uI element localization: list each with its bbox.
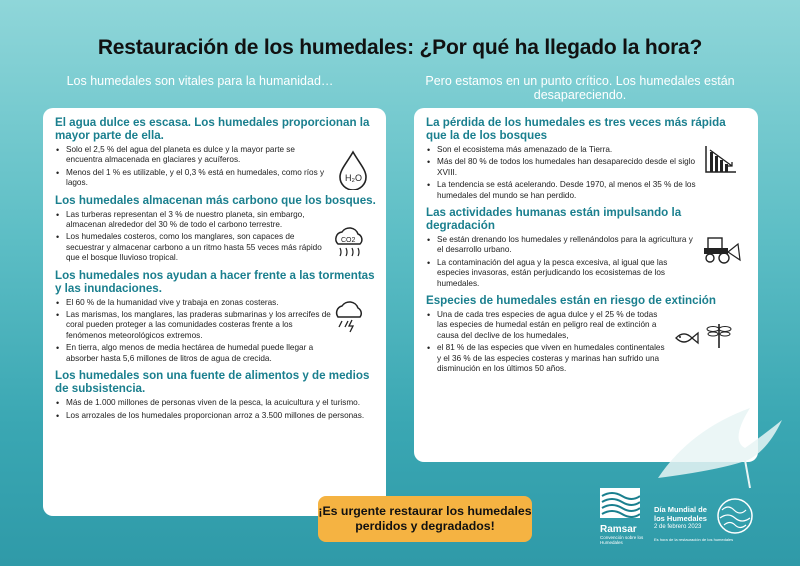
section-heading: Los humedales almacenan más carbono que los bosques. (55, 193, 376, 207)
dragonfly-icon (706, 320, 732, 350)
section-carbon (55, 194, 376, 264)
section-heading: El agua dulce es escasa. Los humedales proporcionan la mayor parte de ella. (55, 116, 370, 142)
water-drop-h2o-icon (336, 150, 370, 190)
list-item: • Los arrozales de los humedales proporcionan arroz a 3.500 millones de personas. (66, 411, 376, 421)
wwd-date: 2 de febrero 2023 (654, 524, 702, 530)
co2-cloud-icon (330, 226, 368, 262)
storm-cloud-icon (332, 299, 368, 333)
section-heading: Las actividades humanas están impulsando la degradación (426, 206, 682, 233)
list-item: • Las marismas, los manglares, las praderas submarinas y los arrecifes de coral pueden proteger a las comunidades costeras frente a los fenómenos meteorológicos extremos. (66, 310, 332, 341)
fish-icon (674, 328, 700, 348)
section-storms (55, 269, 376, 364)
list-item: • Una de cada tres especies de agua dulce y el 25 % de todas las especies de humedal están en peligro real de extinción a causa del declive de los humedales, (437, 310, 668, 341)
page-title: Restauración de los humedales: ¿Por qué ha llegado la hora? (97, 36, 703, 59)
wwd-line1: Día Mundial de (654, 505, 707, 514)
list-item: • el 81 % de las especies que viven en humedales continentales y el 36 % de las especies costeras y marinas han sufrido una disminución en los últimos 50 años. (437, 343, 668, 374)
section-species (426, 294, 748, 374)
list-item: • Solo el 2,5 % del agua del planeta es dulce y la mayor parte se encuentra almacenada en glaciares y acuíferos. (66, 145, 326, 166)
list-item: • El 60 % de la humanidad vive y trabaja en zonas costeras. (66, 298, 332, 308)
declining-chart-icon (704, 144, 738, 174)
list-item: • Menos del 1 % es utilizable, y el 0,3 % está en humedales, como ríos y lagos. (66, 168, 326, 189)
list-item: • Son el ecosistema más amenazado de la Tierra. (437, 145, 698, 155)
section-heading: La pérdida de los humedales es tres veces más rápida que la de los bosques (426, 116, 726, 142)
right-subtitle: Pero estamos en un punto crítico. Los humedales están desapareciendo. (425, 74, 735, 102)
ramsar-subtitle: Convención sobre los Humedales (600, 535, 644, 545)
ramsar-name: Ramsar (600, 524, 637, 535)
ramsar-waves-icon (600, 488, 640, 518)
wwd-tagline: Es hora de la restauración de los humedales (654, 537, 734, 542)
section-heading: Los humedales nos ayudan a hacer frente a las tormentas y las inundaciones. (55, 268, 375, 295)
list-item: • Más de 1.000 millones de personas viven de la pesca, la acuicultura y el turismo. (66, 398, 376, 408)
list-item: • Más del 80 % de todos los humedales han desaparecido desde el siglo XVIII. (437, 157, 698, 178)
section-freshwater (55, 116, 376, 189)
list-item: • La tendencia se está acelerando. Desde 1970, al menos el 35 % de los humedales del mundo se han perdido. (437, 180, 698, 201)
list-item: • La contaminación del agua y la pesca excesiva, al igual que las especies invasoras, están perjudicando los ecosistemas de los humedales. (437, 258, 698, 289)
left-panel (43, 108, 386, 516)
list-item: • Las turberas representan el 3 % de nuestro planeta, sin embargo, almacenan alrededor del 30 % de todo el carbono terrestre. (66, 210, 330, 231)
svg-text:H₂O: H₂O (345, 173, 362, 183)
call-to-action-banner: ¡Es urgente restaurar los humedales perdidos y degradados! (318, 496, 532, 542)
section-heading: Especies de humedales están en riesgo de extinción (426, 294, 716, 308)
tractor-icon (702, 234, 742, 264)
left-subtitle: Los humedales son vitales para la humanidad… (66, 74, 334, 88)
section-human-activity (426, 206, 748, 289)
ramsar-logo (600, 488, 644, 545)
world-wetlands-day-logo (654, 505, 734, 542)
section-heading: Los humedales son una fuente de alimentos y de medios de subsistencia. (55, 369, 370, 396)
section-loss (426, 116, 748, 201)
list-item: • En tierra, algo menos de media hectárea de humedal puede llegar a absorber hasta 5,6 millones de litros de agua de crecida. (66, 343, 332, 364)
svg-text:CO2: CO2 (341, 236, 356, 244)
wetland-globe-icon (712, 496, 758, 536)
heron-icon (650, 400, 790, 490)
list-item: • Los humedales costeros, como los manglares, son capaces de secuestrar y almacenar carbono a un ritmo hasta 55 veces más rápido que el bosque lluvioso tropical. (66, 232, 330, 263)
section-food (55, 369, 376, 421)
list-item: • Se están drenando los humedales y rellenándolos para la agricultura y el desarrollo urbano. (437, 235, 698, 256)
wwd-line2: los Humedales (654, 513, 707, 523)
